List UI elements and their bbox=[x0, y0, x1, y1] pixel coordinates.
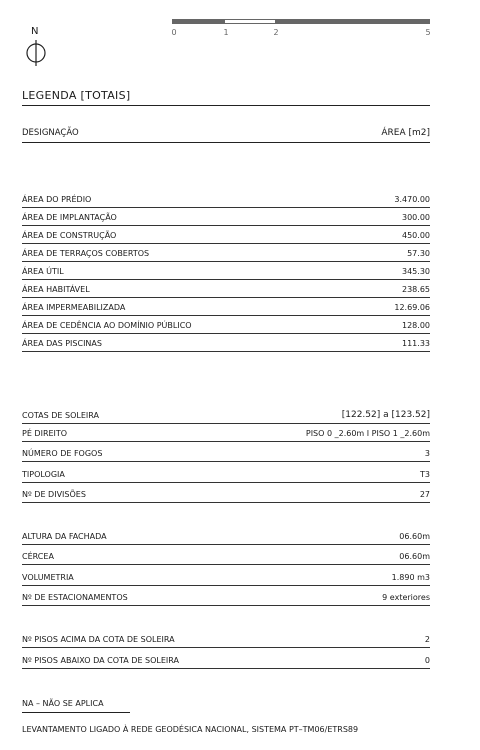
row-divider bbox=[22, 297, 430, 298]
row-label: NÚMERO DE FOGOS bbox=[22, 449, 103, 458]
row-divider bbox=[22, 315, 430, 316]
divider bbox=[22, 142, 430, 143]
table-row bbox=[22, 426, 430, 440]
row-divider bbox=[22, 207, 430, 208]
row-value: [122.52] a [123.52] bbox=[341, 410, 430, 420]
row-value: 3.470.00 bbox=[394, 195, 430, 204]
area-header: ÁREA [m2] bbox=[381, 128, 430, 138]
row-value: 1.890 m3 bbox=[391, 573, 430, 582]
scale-segment bbox=[225, 19, 275, 24]
row-divider bbox=[22, 243, 430, 244]
table-row bbox=[22, 408, 430, 422]
table-row bbox=[22, 653, 430, 667]
table-row bbox=[22, 590, 430, 604]
row-divider bbox=[22, 351, 430, 352]
row-divider bbox=[22, 261, 430, 262]
row-value: T3 bbox=[420, 470, 430, 479]
scale-tick: 5 bbox=[425, 28, 431, 37]
row-label: Nº PISOS ABAIXO DA COTA DE SOLEIRA bbox=[22, 656, 179, 665]
row-divider bbox=[22, 461, 430, 462]
row-divider bbox=[22, 647, 430, 648]
row-value: 9 exteriores bbox=[382, 593, 430, 602]
row-label: Nº DE ESTACIONAMENTOS bbox=[22, 593, 128, 602]
row-value: 128.00 bbox=[402, 321, 430, 330]
row-value: 238.65 bbox=[402, 285, 430, 294]
row-label: ÁREA DE IMPLANTAÇÃO bbox=[22, 213, 117, 222]
table-row bbox=[22, 228, 430, 242]
row-divider bbox=[22, 502, 430, 503]
table-row bbox=[22, 210, 430, 224]
divider bbox=[22, 105, 430, 106]
scale-tick: 0 bbox=[171, 28, 177, 37]
table-row bbox=[22, 529, 430, 543]
row-label: ÁREA DO PRÉDIO bbox=[22, 195, 92, 204]
row-label: VOLUMETRIA bbox=[22, 573, 74, 582]
row-value: 300.00 bbox=[402, 213, 430, 222]
row-value: 450.00 bbox=[402, 231, 430, 240]
row-divider bbox=[22, 668, 430, 669]
row-label: ÁREA DE CEDÊNCIA AO DOMÍNIO PÚBLICO bbox=[22, 321, 192, 330]
table-row bbox=[22, 282, 430, 296]
row-divider bbox=[22, 333, 430, 334]
row-label: ÁREA ÚTIL bbox=[22, 267, 64, 276]
row-divider bbox=[22, 482, 430, 483]
designation-header: DESIGNAÇÃO bbox=[22, 128, 79, 138]
row-label: Nº DE DIVISÕES bbox=[22, 490, 86, 499]
row-label: ÁREA IMPERMEABILIZADA bbox=[22, 303, 126, 312]
table-row bbox=[22, 487, 430, 501]
row-divider bbox=[22, 225, 430, 226]
row-label: ÁREA HABITÁVEL bbox=[22, 285, 90, 294]
row-value: 06.60m bbox=[399, 532, 430, 541]
table-row bbox=[22, 632, 430, 646]
na-note: NA – NÃO SE APLICA bbox=[22, 699, 104, 708]
table-row bbox=[22, 246, 430, 260]
row-value: 27 bbox=[419, 490, 430, 499]
row-label: ÁREA DE CONSTRUÇÃO bbox=[22, 231, 117, 240]
scale-bar bbox=[172, 19, 430, 39]
table-row bbox=[22, 264, 430, 278]
north-label: N bbox=[31, 26, 39, 37]
table-row bbox=[22, 336, 430, 350]
table-row bbox=[22, 318, 430, 332]
row-label: ÁREA DAS PISCINAS bbox=[22, 339, 102, 348]
row-label: COTAS DE SOLEIRA bbox=[22, 411, 99, 420]
row-label: PÉ DIREITO bbox=[22, 429, 68, 438]
row-divider bbox=[22, 564, 430, 565]
table-row bbox=[22, 570, 430, 584]
table-row bbox=[22, 300, 430, 314]
row-value: 0 bbox=[424, 656, 430, 665]
row-label: ÁREA DE TERRAÇOS COBERTOS bbox=[22, 249, 150, 258]
table-header bbox=[22, 126, 430, 140]
row-label: Nº PISOS ACIMA DA COTA DE SOLEIRA bbox=[22, 635, 175, 644]
table-row bbox=[22, 549, 430, 563]
row-value: 2 bbox=[424, 635, 430, 644]
scale-segment bbox=[172, 19, 225, 24]
row-value: 06.60m bbox=[399, 552, 430, 561]
row-value: 3 bbox=[424, 449, 430, 458]
row-value: 345.30 bbox=[402, 267, 430, 276]
row-divider bbox=[22, 544, 430, 545]
divider bbox=[22, 712, 130, 713]
legend-title: LEGENDA [TOTAIS] bbox=[22, 89, 131, 102]
row-value: 12.69.06 bbox=[394, 303, 430, 312]
row-value: PISO 0 _2.60m I PISO 1 _2.60m bbox=[305, 429, 430, 438]
scale-tick: 1 bbox=[223, 28, 229, 37]
table-row bbox=[22, 467, 430, 481]
table-row bbox=[22, 446, 430, 460]
row-divider bbox=[22, 585, 430, 586]
row-divider bbox=[22, 441, 430, 442]
row-value: 57.30 bbox=[407, 249, 430, 258]
scale-tick: 2 bbox=[273, 28, 279, 37]
row-label: CÉRCEA bbox=[22, 552, 54, 561]
row-divider bbox=[22, 605, 430, 606]
row-label: ALTURA DA FACHADA bbox=[22, 532, 107, 541]
table-row bbox=[22, 192, 430, 206]
survey-note: LEVANTAMENTO LIGADO À REDE GEODÉSICA NACIONAL, SISTEMA PT–TM06/ETRS89 bbox=[22, 725, 359, 734]
row-divider bbox=[22, 423, 430, 424]
north-arrow-icon bbox=[22, 26, 52, 66]
scale-segment bbox=[275, 19, 430, 24]
row-divider bbox=[22, 279, 430, 280]
row-label: TIPOLOGIA bbox=[22, 470, 65, 479]
row-value: 111.33 bbox=[402, 339, 430, 348]
